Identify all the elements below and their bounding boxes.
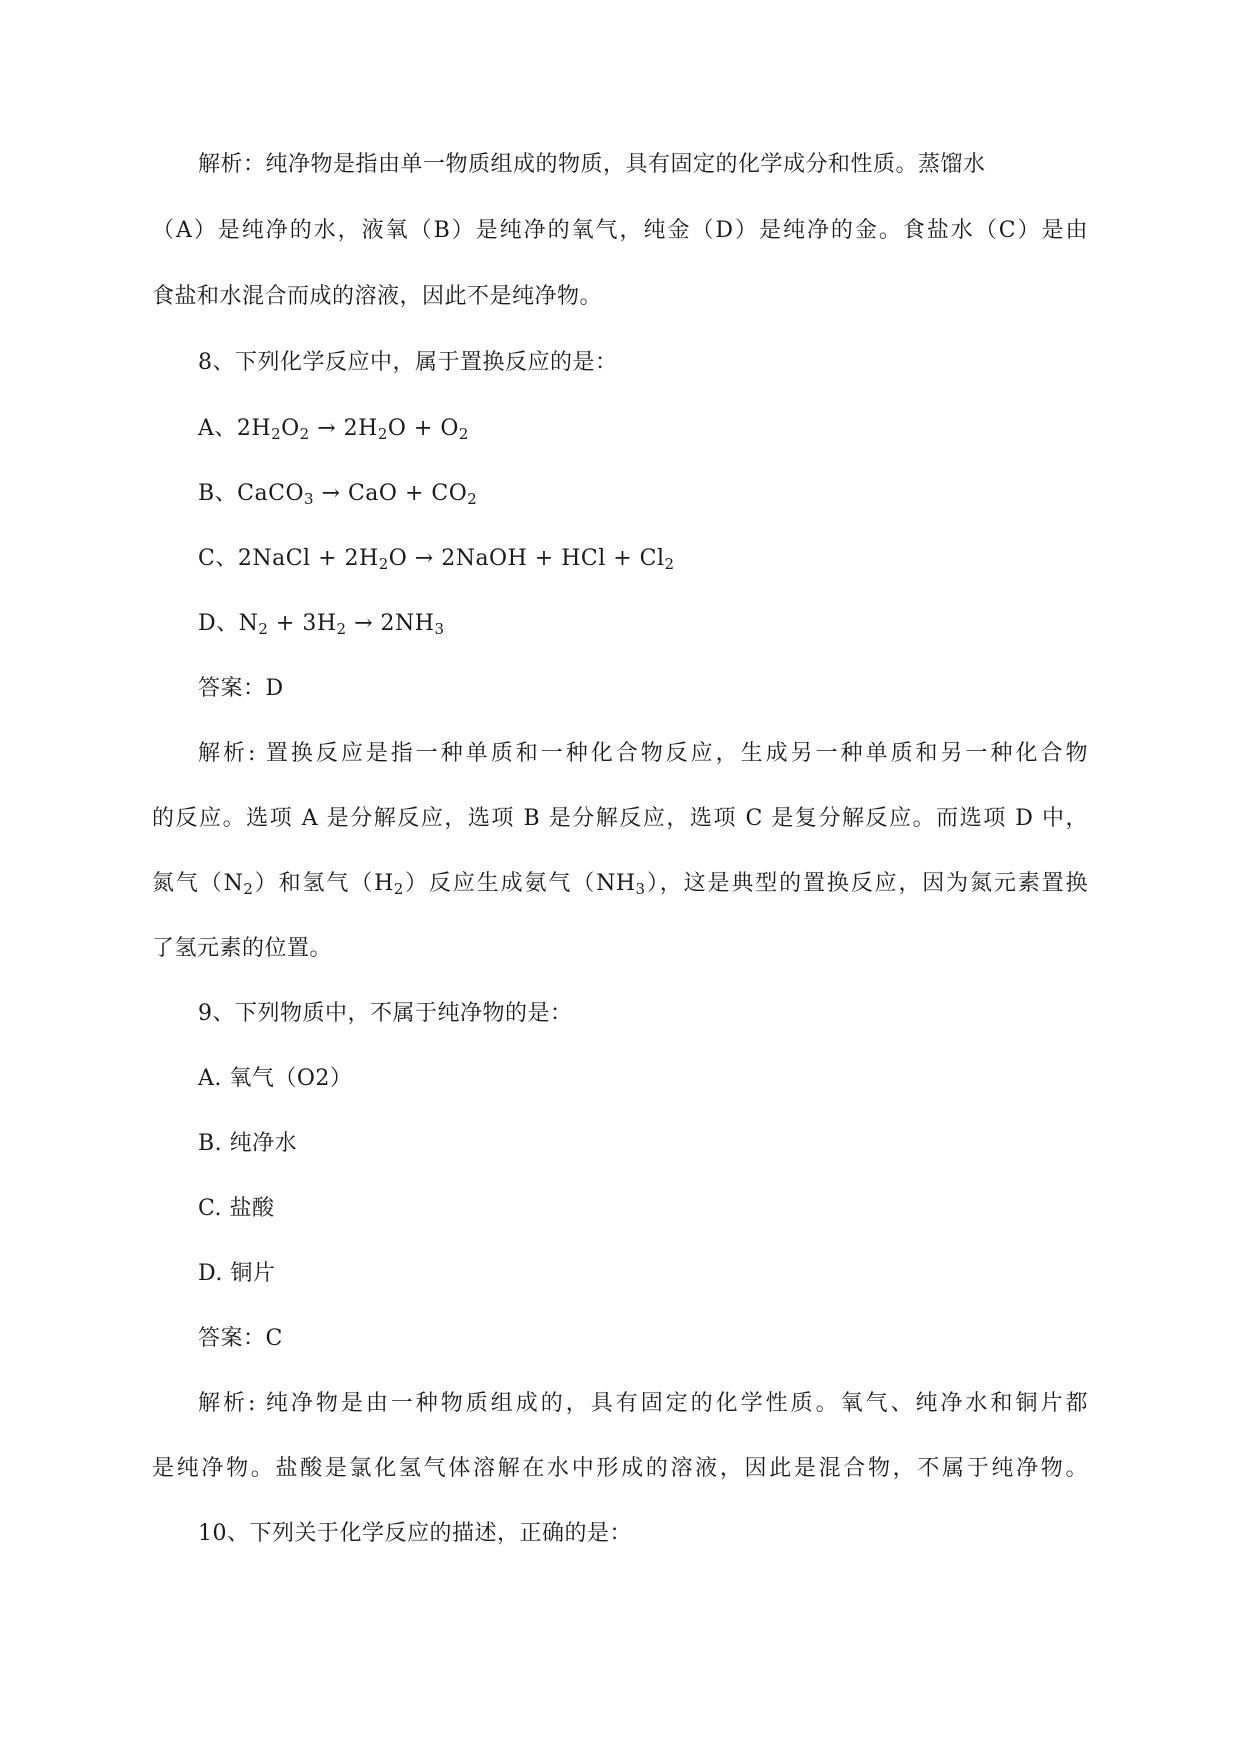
formula-part: CaCO <box>237 481 304 506</box>
q9-answer: 答案：C <box>198 1326 283 1351</box>
formula-subscript: 2 <box>258 620 269 638</box>
analysis-part: ），这是典型的置换反应，因为氮元素置换 <box>645 871 1088 896</box>
q7-analysis-line-2: （A）是纯净的水，液氧（B）是纯净的氧气，纯金（D）是纯净的金。食盐水（C）是由 <box>152 218 1088 243</box>
q7-analysis-line-1 <box>198 150 986 180</box>
analysis-part: 氮气（N <box>152 871 244 896</box>
analysis-part: ）反应生成氨气（NH <box>403 871 636 896</box>
formula-subscript: 3 <box>434 620 445 638</box>
formula-part: O + O <box>387 416 459 441</box>
q8-analysis-line-1: 解析: 置换反应是指一种单质和一种化合物反应，生成另一种单质和另一种化合物 <box>198 741 1088 766</box>
q9-analysis-line-2: 是纯净物。盐酸是氯化氢气体溶解在水中形成的溶液，因此是混合物，不属于纯净物。 <box>152 1456 1088 1481</box>
q8-option-a <box>198 414 469 444</box>
formula-subscript: 3 <box>635 880 646 898</box>
q8-answer: 答案：D <box>198 676 284 701</box>
formula-subscript: 2 <box>336 620 347 638</box>
formula-subscript: 2 <box>299 425 310 443</box>
option-label: D、 <box>198 611 239 636</box>
option-label: B、 <box>198 481 238 506</box>
formula-part: + 3H <box>268 611 337 636</box>
formula-part: O <box>281 416 300 441</box>
formula-subscript: 2 <box>393 880 404 898</box>
formula-subscript: 2 <box>467 490 478 508</box>
formula-subscript: 2 <box>378 555 389 573</box>
formula-part: → 2H <box>309 416 378 441</box>
q8-option-c <box>198 544 675 574</box>
q9-question: 9、下列物质中，不属于纯净物的是： <box>198 1001 573 1026</box>
formula-part: N <box>238 611 259 636</box>
analysis-text: 纯净物是指由单一物质组成的物质，具有固定的化学成分和性质。蒸馏水 <box>265 152 986 177</box>
formula-subscript: 2 <box>458 425 469 443</box>
q9-option-d: D. 铜片 <box>198 1261 276 1286</box>
formula-subscript: 2 <box>271 425 282 443</box>
q8-analysis-line-2: 的反应。选项 A 是分解反应，选项 B 是分解反应，选项 C 是复分解反应。而选项 D 中， <box>152 806 1088 831</box>
q7-analysis-line-3: 食盐和水混合而成的溶液，因此不是纯净物。 <box>152 284 603 309</box>
formula-subscript: 2 <box>664 555 675 573</box>
formula-subscript: 2 <box>243 880 254 898</box>
q8-option-d <box>198 609 445 639</box>
formula-part: → CaO + CO <box>314 481 468 506</box>
formula-part: 2H <box>236 416 272 441</box>
formula-subscript: 2 <box>377 425 388 443</box>
formula-part: O → 2NaOH + HCl + Cl <box>388 546 665 571</box>
analysis-part: ）和氢气（H <box>253 871 394 896</box>
q9-analysis-line-1: 解析: 纯净物是由一种物质组成的，具有固定的化学性质。氧气、纯净水和铜片都 <box>198 1391 1088 1416</box>
formula-subscript: 3 <box>304 490 315 508</box>
q10-question: 10、下列关于化学反应的描述，正确的是： <box>198 1521 632 1546</box>
q9-option-b: B. 纯净水 <box>198 1131 298 1156</box>
analysis-label: 解析： <box>198 152 266 177</box>
q9-option-c: C. 盐酸 <box>198 1196 275 1221</box>
option-label: A、 <box>198 416 237 441</box>
q8-analysis-line-3 <box>152 869 1088 899</box>
q8-option-b <box>198 479 477 509</box>
q8-analysis-line-4: 了氢元素的位置。 <box>152 936 333 961</box>
q9-option-a: A. 氧气（O2） <box>198 1066 353 1091</box>
q8-question: 8、下列化学反应中，属于置换反应的是： <box>198 350 618 375</box>
formula-part: 2NaCl + 2H <box>237 546 379 571</box>
formula-part: → 2NH <box>346 611 435 636</box>
option-label: C、 <box>198 546 238 571</box>
